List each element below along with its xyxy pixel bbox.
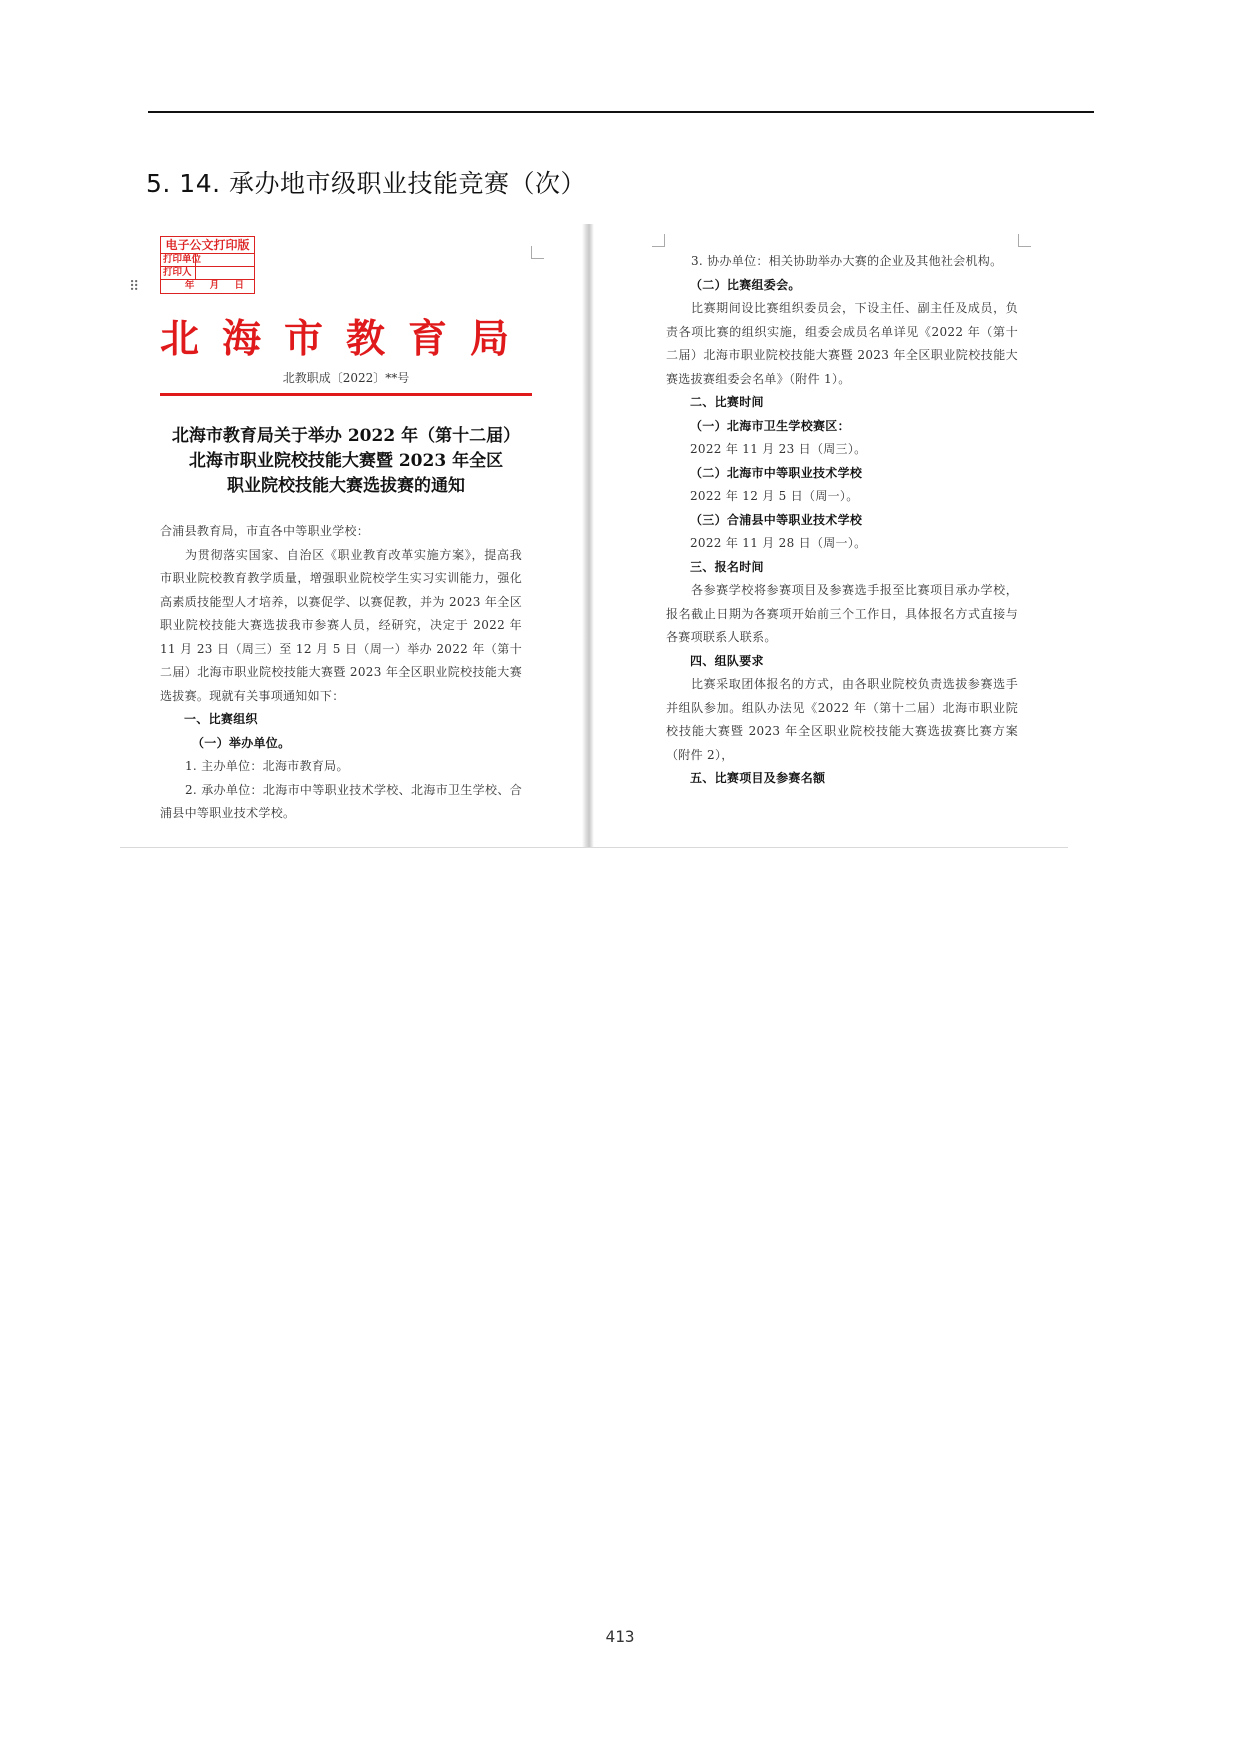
scanned-document-image xyxy=(120,224,1068,848)
stamp-row-person: 打印人 xyxy=(161,267,254,280)
subheading-host: （一）举办单位。 xyxy=(192,735,291,750)
item-co-organizer: 3. 协办单位：相关协助举办大赛的企业及其他社会机构。 xyxy=(691,254,1003,268)
heading-time: 二、比赛时间 xyxy=(690,395,764,409)
right-body-text xyxy=(666,250,1018,791)
crop-mark-icon xyxy=(652,234,665,247)
heading-organization: 一、比赛组织 xyxy=(184,712,258,726)
heading-events: 五、比赛项目及参赛名额 xyxy=(690,771,826,785)
salutation: 合浦县教育局，市直各中等职业学校： xyxy=(160,524,370,538)
section-heading: 5. 14. 承办地市级职业技能竞赛（次） xyxy=(146,169,587,198)
venue-secondary-school: （二）北海市中等职业技术学校 xyxy=(690,465,863,480)
stamp-date: 年 月 日 xyxy=(184,280,250,291)
crop-mark-icon xyxy=(531,246,544,259)
date-hepu-school: 2022 年 11 月 28 日（周一）。 xyxy=(690,536,867,550)
item-organizer: 1. 主办单位：北海市教育局。 xyxy=(185,759,349,773)
registration-paragraph: 各参赛学校将参赛项目及参赛选手报至比赛项目承办学校，报名截止日期为各赛项开始前三个工作日，具体报名方式直接与各赛项联系人联系。 xyxy=(666,583,1018,644)
intro-paragraph: 为贯彻落实国家、自治区《职业教育改革实施方案》，提高我市职业院校教育教学质量，增强职业院校学生实习实训能力，强化高素质技能型人才培养，以赛促学、以赛促教，并为 2023 年全区职业院校技能大赛选拔我市参赛人员，经研究，决定于 2022 年 11 月 23 日（周三）至 12 月 5 日（周一）举办 2022 年（第十二届）北海市职业院校技能大赛暨 2023 年全区职业院校技能大赛选拔赛。现就有关事项通知如下： xyxy=(160,547,522,703)
page-number: 413 xyxy=(605,1627,635,1646)
committee-paragraph: 比赛期间设比赛组织委员会，下设主任、副主任及成员，负责各项比赛的组织实施，组委会成员名单详见《2022 年（第十二届）北海市职业院校技能大赛暨 2023 年全区职业院校技能大赛选拔赛组委会名单》（附件 1）。 xyxy=(666,301,1018,386)
page-gutter-divider xyxy=(582,224,594,847)
stamp-title: 电子公文打印版 xyxy=(161,237,254,254)
header-rule xyxy=(148,111,1094,113)
document-number: 北教职成〔2022〕**号 xyxy=(282,371,410,385)
date-secondary-school: 2022 年 12 月 5 日（周一）。 xyxy=(690,489,859,503)
stamp-row-unit: 打印单位 xyxy=(161,254,254,267)
heading-team: 四、组队要求 xyxy=(690,653,764,668)
heading-registration: 三、报名时间 xyxy=(690,559,764,574)
team-paragraph: 比赛采取团体报名的方式，由各职业院校负责选拔参赛选手并组队参加。组队办法见《2022 年（第十二届）北海市职业院校技能大赛暨 2023 年全区职业院校技能大赛选拔赛比赛方案（附件 2）， xyxy=(666,677,1018,762)
subheading-committee: （二）比赛组委会。 xyxy=(690,277,801,292)
date-health-school: 2022 年 11 月 23 日（周三）。 xyxy=(690,442,867,456)
drag-handle-icon[interactable]: ⠿ xyxy=(129,279,140,295)
left-body-text xyxy=(160,520,522,826)
print-stamp xyxy=(160,236,255,294)
venue-health-school: （一）北海市卫生学校赛区： xyxy=(690,418,850,433)
crop-mark-icon xyxy=(1018,234,1031,247)
right-page xyxy=(666,224,1066,847)
item-undertaker: 2. 承办单位：北海市中等职业技术学校、北海市卫生学校、合浦县中等职业技术学校。 xyxy=(160,782,522,820)
venue-hepu-school: （三）合浦县中等职业技术学校 xyxy=(690,512,863,527)
notice-title: 北海市教育局关于举办 2022 年（第十二届） 北海市职业院校技能大赛暨 2023 年全区 职业院校技能大赛选拔赛的通知 xyxy=(171,426,521,496)
issuing-org-name: 北海市教育局 xyxy=(160,316,533,362)
scan-bottom-edge xyxy=(120,847,1068,848)
red-header-rule xyxy=(160,393,532,396)
left-page xyxy=(129,224,560,847)
